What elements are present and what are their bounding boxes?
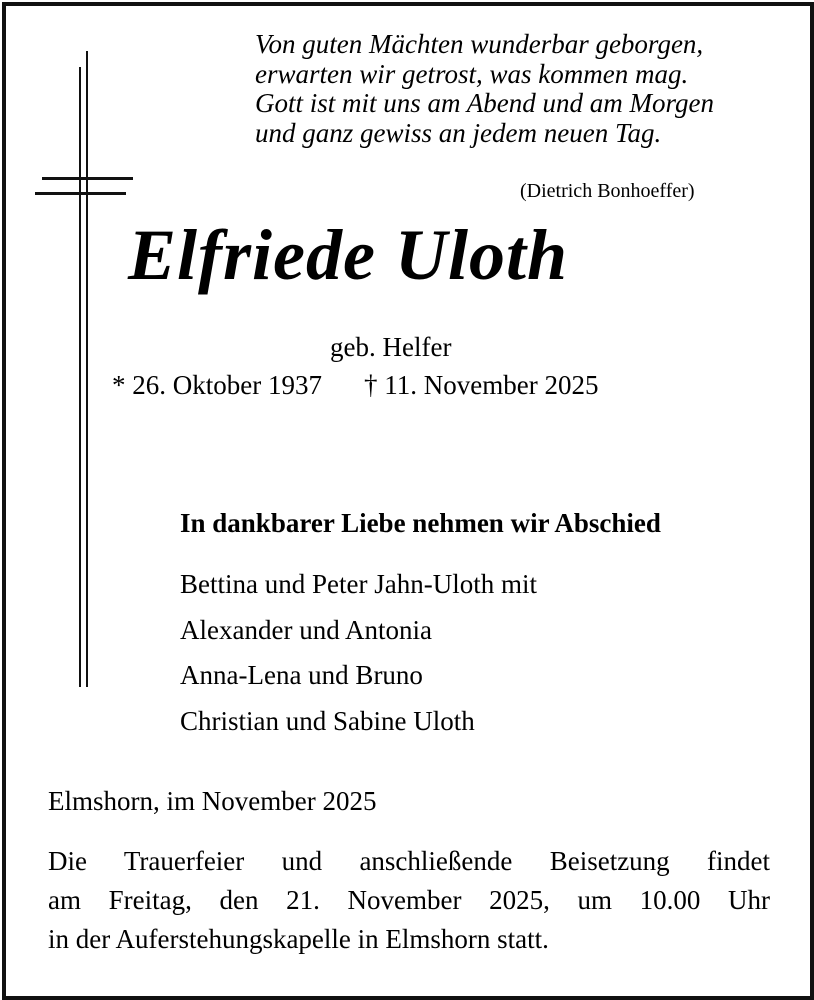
quote-line: und ganz gewiss an jedem neuen Tag.	[255, 117, 662, 148]
bonhoeffer-quote	[255, 30, 714, 148]
funeral-info-line: am Freitag, den 21. November 2025, um 10.00 Uhr	[48, 885, 770, 915]
quote-line: Von guten Mächten wunderbar geborgen,	[255, 29, 704, 59]
quote-line: Gott ist mit uns am Abend und am Morgen	[255, 88, 714, 118]
quote-author: (Dietrich Bonhoeffer)	[520, 180, 695, 202]
funeral-info	[48, 842, 770, 959]
mourners-list	[180, 562, 537, 744]
deceased-name: Elfriede Uloth	[128, 215, 568, 295]
death-date: † 11. November 2025	[363, 370, 599, 400]
mourner: Bettina und Peter Jahn-Uloth mit	[180, 569, 537, 599]
place-date: Elmshorn, im November 2025	[48, 786, 377, 816]
mourner: Alexander und Antonia	[180, 614, 432, 645]
funeral-info-line: Die Trauerfeier und anschließende Beisetzung findet	[48, 846, 770, 876]
funeral-info-line: in der Auferstehungskapelle in Elmshorn statt.	[48, 924, 549, 954]
life-dates	[112, 370, 598, 401]
mourner: Christian und Sabine Uloth	[180, 705, 475, 736]
maiden-name: geb. Helfer	[330, 332, 452, 362]
farewell-heading: In dankbarer Liebe nehmen wir Abschied	[180, 508, 661, 538]
quote-line: erwarten wir getrost, was kommen mag.	[255, 58, 689, 89]
birth-date: * 26. Oktober 1937	[112, 370, 322, 400]
mourner: Anna-Lena und Bruno	[180, 660, 423, 690]
